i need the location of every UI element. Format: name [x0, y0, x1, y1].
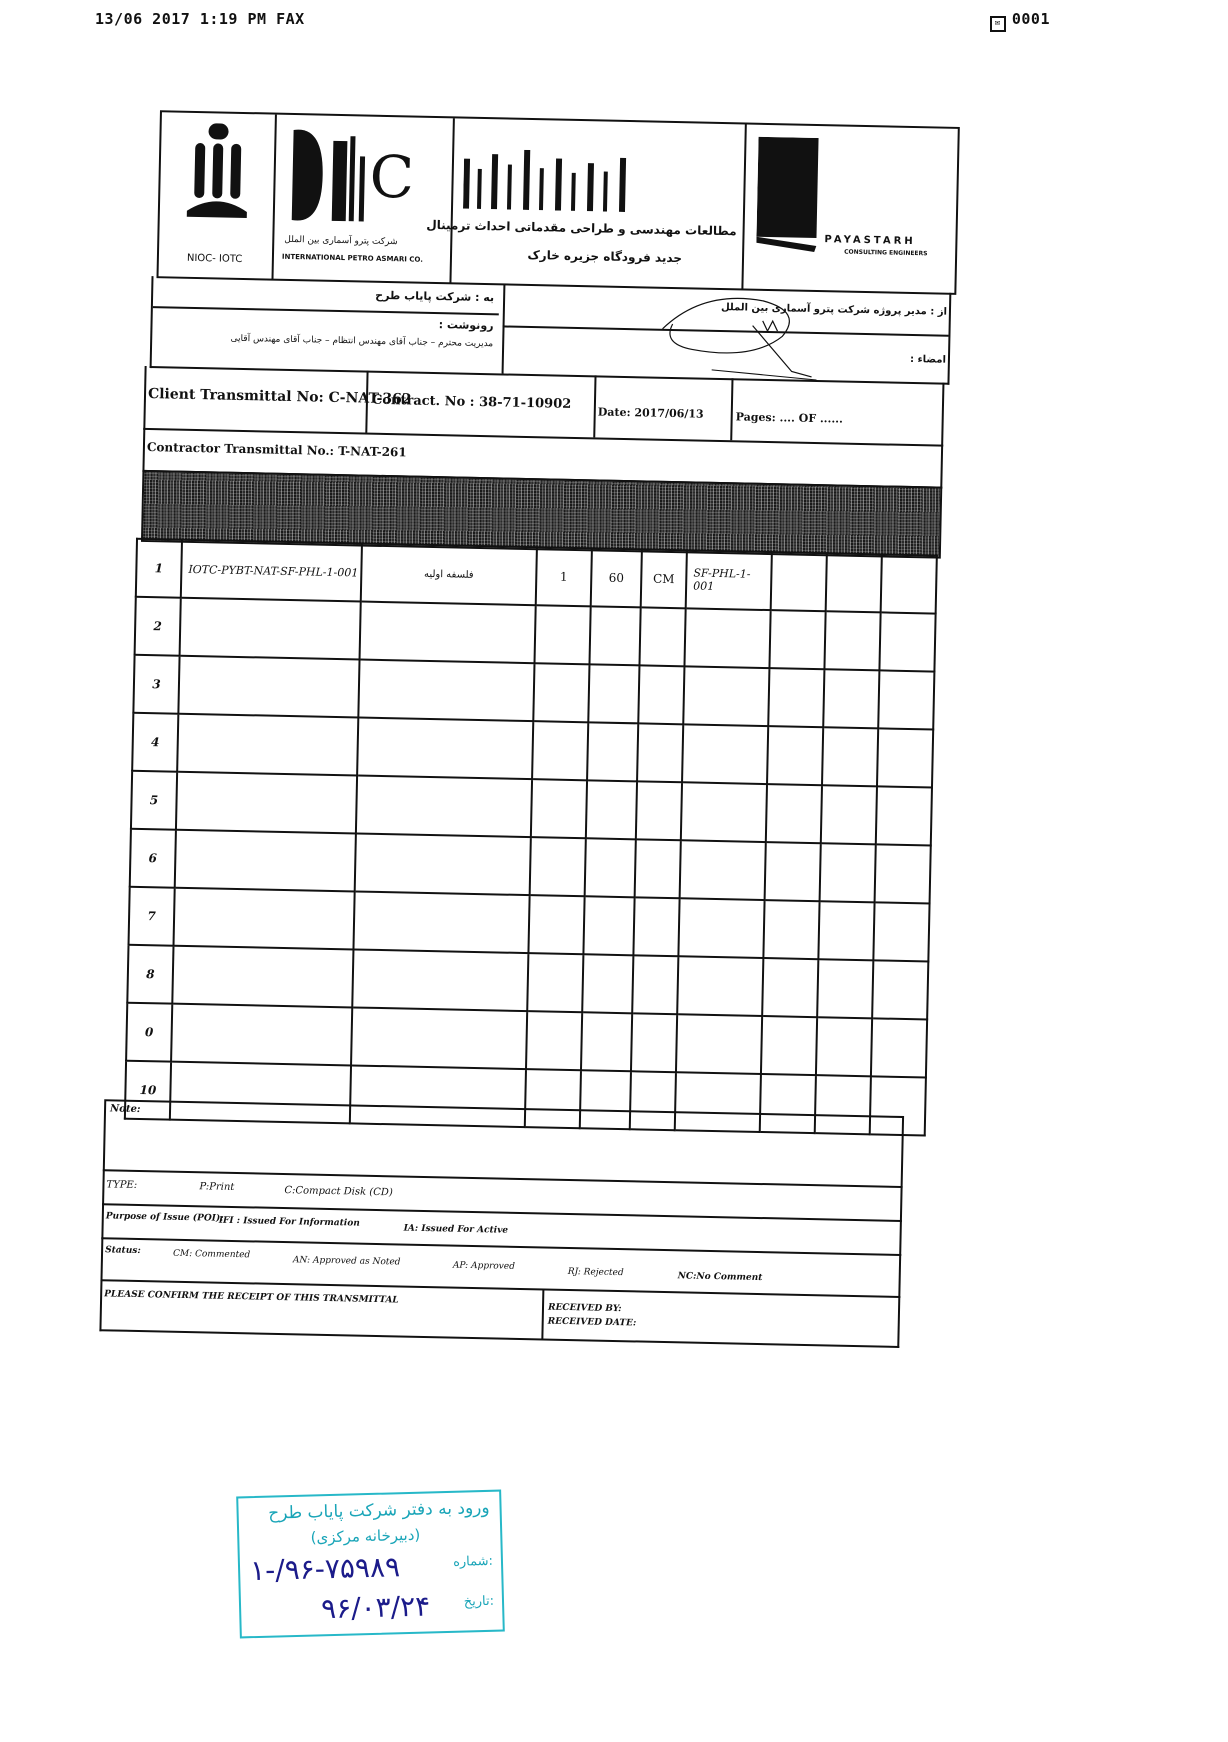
- stamp-number: ۱-/۹۶-۷۵۹۸۹: [249, 1550, 401, 1588]
- contract-no: Contract. No : 38-71-10902: [371, 392, 572, 412]
- project-title-cell: [426, 118, 746, 289]
- payastarh-logo-icon: [756, 137, 828, 253]
- cell-2: [586, 780, 637, 839]
- cell-7: [875, 844, 931, 903]
- received-by: RECEIVED BY:: [547, 1302, 622, 1315]
- logo-header: [156, 110, 959, 295]
- cell-1: [531, 779, 587, 838]
- cell-3: [631, 1013, 677, 1072]
- niok-logo-cell: [158, 112, 276, 279]
- cell-3: [636, 781, 682, 840]
- cell-5: [762, 958, 818, 1017]
- cell-4: SF-PHL-1-001: [686, 550, 772, 610]
- document-title: [353, 891, 529, 953]
- cell-7: [881, 554, 937, 613]
- cc-text: مدیریت محترم – جناب آقای مهندس انتظام – جناب آقای مهندس آقایی: [230, 333, 494, 350]
- cell-6: [816, 1017, 872, 1076]
- document-table: [124, 538, 938, 1137]
- document-code: [177, 714, 358, 776]
- purpose-label: Purpose of Issue (POI):: [105, 1211, 224, 1224]
- cell-6: [823, 669, 879, 728]
- pages-field: Pages: .... OF ......: [735, 410, 844, 426]
- document-title: [351, 1007, 527, 1069]
- type-label: TYPE:: [106, 1179, 138, 1191]
- cell-3: [637, 723, 683, 782]
- terminal-graphic-icon: [463, 149, 644, 213]
- confirm-text: PLEASE CONFIRM THE RECEIPT OF THIS TRANSMITTAL: [104, 1289, 399, 1306]
- svg-text:C: C: [368, 142, 415, 212]
- payastarh-name: PAYASTARH: [824, 234, 916, 248]
- row-number: 2: [135, 597, 181, 656]
- cell-7: [872, 960, 928, 1019]
- ipac-caption-en: INTERNATIONAL PETRO ASMARI CO.: [281, 252, 423, 264]
- document-title: [360, 602, 536, 664]
- fax-timestamp: 13/06 2017 1:19 PM FAX: [95, 10, 305, 28]
- cell-7: [876, 786, 932, 845]
- cell-3: [635, 839, 681, 898]
- document-title: [356, 775, 532, 837]
- cell-2: 60: [591, 548, 642, 607]
- cell-1: [526, 1011, 582, 1070]
- cell-7: [878, 670, 934, 729]
- cell-5: [768, 668, 824, 727]
- cell-5: [761, 1016, 817, 1075]
- document-title: [358, 660, 534, 722]
- cell-4: [681, 782, 767, 842]
- document-code: [171, 1004, 352, 1066]
- client-transmittal-no: Client Transmittal No: C-NAT-362: [147, 386, 412, 408]
- status-rj: RJ: Rejected: [567, 1267, 624, 1279]
- cell-1: [528, 895, 584, 954]
- payastarh-logo-cell: [743, 125, 957, 294]
- received-date: RECEIVED DATE:: [547, 1316, 637, 1329]
- cc-label: رونوشت :: [438, 318, 494, 333]
- row-number: 3: [133, 655, 179, 714]
- cell-5: [763, 900, 819, 959]
- cell-1: [534, 605, 590, 664]
- cell-3: [639, 607, 685, 666]
- cell-2: [581, 1012, 632, 1071]
- stamp-line-2: (دبیرخانه مرکزی): [310, 1525, 421, 1547]
- stamp-line-1: ورود به دفتر شرکت پایاب طرح: [267, 1497, 490, 1524]
- document-code: [174, 888, 355, 950]
- cell-6: [824, 611, 880, 670]
- ipac-logo-cell: [273, 115, 454, 284]
- document-code: [180, 598, 361, 660]
- cell-3: [633, 897, 679, 956]
- cell-4: [683, 666, 769, 726]
- purpose-ifi: IFI : Issued For Information: [218, 1215, 360, 1229]
- from-field: از : مدیر پروژه شرکت پترو آسماری بین الملل: [720, 302, 948, 318]
- row-number: 4: [132, 713, 178, 772]
- contractor-transmittal-no: Contractor Transmittal No.: T-NAT-261: [146, 440, 407, 460]
- cell-2: [587, 722, 638, 781]
- status-nc: NC:No Comment: [677, 1271, 763, 1284]
- transmittal-sheet: [104, 110, 1055, 1454]
- signature-scribble: [651, 289, 823, 383]
- cell-1: [527, 953, 583, 1012]
- cell-6: [818, 901, 874, 960]
- document-code: [172, 946, 353, 1008]
- document-code: IOTC-PYBT-NAT-SF-PHL-1-001: [181, 540, 362, 602]
- row-number: 1: [136, 539, 182, 598]
- cell-5: [766, 784, 822, 843]
- note-label: Note:: [109, 1103, 141, 1116]
- document-code: [176, 772, 357, 834]
- ipac-logo-icon: [287, 125, 439, 233]
- cell-3: CM: [641, 549, 687, 608]
- cell-4: [678, 898, 764, 958]
- cell-6: [821, 785, 877, 844]
- cell-1: [530, 837, 586, 896]
- cell-2: [585, 838, 636, 897]
- cell-3: [638, 665, 684, 724]
- cell-7: [871, 1018, 927, 1077]
- stamp-number-label: شماره:: [452, 1553, 494, 1570]
- document-code: [175, 830, 356, 892]
- type-cd: C:Compact Disk (CD): [284, 1185, 393, 1199]
- fax-icon: ✉: [990, 16, 1006, 32]
- fax-header: [95, 10, 1050, 32]
- type-print: P:Print: [199, 1181, 235, 1194]
- cell-2: [582, 954, 633, 1013]
- document-title: [352, 949, 528, 1011]
- stamp-date-label: تاریخ:: [463, 1593, 495, 1610]
- status-label: Status:: [105, 1245, 141, 1257]
- cell-1: [533, 663, 589, 722]
- cell-7: [873, 902, 929, 961]
- cell-4: [684, 608, 770, 668]
- cell-5: [771, 552, 827, 611]
- status-an: AN: Approved as Noted: [292, 1255, 401, 1268]
- document-title: [355, 833, 531, 895]
- cell-3: [632, 955, 678, 1014]
- cell-2: [589, 606, 640, 665]
- to-field: به : شرکت پایاب طرح: [375, 288, 495, 305]
- row-number: 0: [126, 1003, 172, 1062]
- document-code: [178, 656, 359, 718]
- project-title: مطالعات مهندسی و طراحی مقدماتی احداث ترمینال: [426, 217, 737, 239]
- project-subtitle: جدید فرودگاه جزیره خارک: [527, 247, 683, 266]
- receipt-stamp: [236, 1490, 505, 1639]
- transmittal-date: Date: 2017/06/13: [597, 405, 704, 421]
- status-cm: CM: Commented: [172, 1248, 251, 1261]
- row-number: 10: [125, 1061, 171, 1120]
- cell-4: [676, 1014, 762, 1074]
- stamp-date: ۹۶/۰۳/۲۴: [320, 1589, 431, 1626]
- status-ap: AP: Approved: [452, 1260, 516, 1272]
- cell-4: [682, 724, 768, 784]
- payastarh-subtitle: CONSULTING ENGINEERS: [844, 248, 928, 258]
- signature-field: امضاء :: [909, 353, 947, 366]
- cell-5: [767, 726, 823, 785]
- cell-7: [879, 612, 935, 671]
- niok-emblem-icon: [182, 121, 254, 222]
- cell-4: [677, 956, 763, 1016]
- cell-1: 1: [536, 547, 592, 606]
- cell-5: [769, 610, 825, 669]
- ipac-caption-fa: شرکت پترو آسماری بین الملل: [284, 234, 398, 248]
- cell-6: [826, 553, 882, 612]
- cell-2: [588, 664, 639, 723]
- purpose-ia: IA: Issued For Active: [403, 1223, 509, 1236]
- document-title: فلسفه اولیه: [361, 544, 537, 606]
- cell-4: [680, 840, 766, 900]
- cell-6: [822, 727, 878, 786]
- cell-7: [877, 728, 933, 787]
- cell-6: [817, 959, 873, 1018]
- row-number: 6: [130, 829, 176, 888]
- document-title: [357, 717, 533, 779]
- cell-5: [765, 842, 821, 901]
- niok-caption: NIOC- IOTC: [186, 252, 243, 265]
- row-number: 8: [127, 945, 173, 1004]
- fax-page-number: ✉ 0001: [990, 10, 1050, 32]
- cell-6: [820, 843, 876, 902]
- cell-2: [583, 896, 634, 955]
- cell-1: [532, 721, 588, 780]
- row-number: 5: [131, 771, 177, 830]
- row-number: 7: [129, 887, 175, 946]
